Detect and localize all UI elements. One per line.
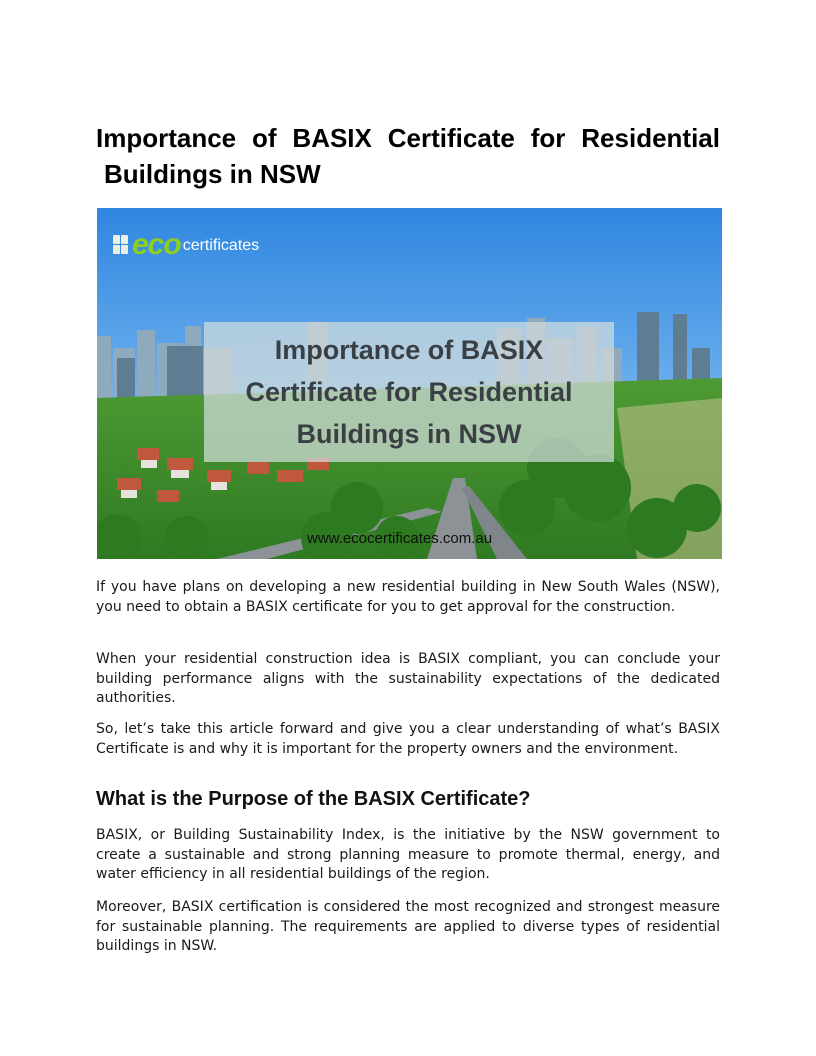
- eco-certificates-logo: [113, 228, 260, 261]
- intro-paragraph-3: So, let’s take this article forward and give you a clear understanding of what’s BASIX Certificate is and why it is important for the property owners and the environment.: [96, 721, 720, 757]
- section-paragraph-2: Moreover, BASIX certification is considered the most recognized and strongest measure for sustainable planning. The requirements are applied to diverse types of residential buildings in NSW.: [96, 899, 720, 954]
- banner-heading: [245, 329, 572, 455]
- intro-paragraph-1: If you have plans on developing a new residential building in New South Wales (NSW), you need to obtain a BASIX certificate for you to get approval for the construction.: [96, 579, 720, 615]
- logo-certificates-text: certificates: [182, 237, 260, 254]
- banner-heading-line-1: Importance of BASIX: [274, 335, 544, 365]
- page-title-line-2: Buildings in NSW: [104, 159, 321, 189]
- page-title: [96, 120, 720, 192]
- banner-website-url: www.ecocertificates.com.au: [307, 530, 493, 547]
- banner-heading-box: [204, 322, 614, 462]
- logo-eco-text: eco: [132, 228, 181, 261]
- section-heading: What is the Purpose of the BASIX Certificate?: [96, 788, 531, 810]
- banner-heading-line-3: Buildings in NSW: [296, 419, 522, 449]
- intro-paragraph-2: When your residential construction idea is BASIX compliant, you can conclude your building performance aligns with the sustainability expectations of the dedicated authorities.: [96, 651, 720, 706]
- banner-heading-line-2: Certificate for Residential: [245, 377, 573, 407]
- logo-mark-icon: [113, 235, 129, 255]
- page-title-line-1: Importance of BASIX Certificate for Residential: [96, 123, 720, 153]
- hero-banner-image: [97, 208, 722, 559]
- section-paragraph-1: BASIX, or Building Sustainability Index, is the initiative by the NSW government to create a sustainable and strong planning measure to promote thermal, energy, and water efficiency in all residential buildings of the region.: [96, 827, 720, 882]
